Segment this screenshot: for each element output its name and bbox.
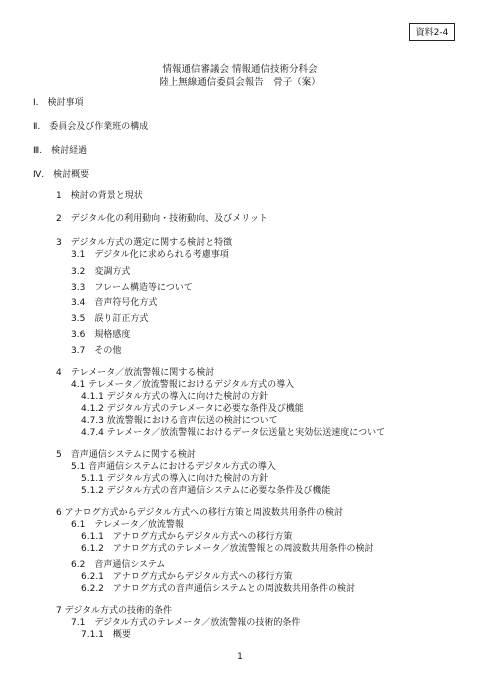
outline-line: Ⅳ. 検討概要 (33, 170, 90, 180)
outline-line: 4.1 テレメータ／放流警報におけるデジタル方式の導入 (71, 380, 295, 390)
outline-line: 6.2.1 アナログ方式からデジタル方式への移行方策 (81, 572, 293, 582)
outline-line: 3.3 フレーム構造等について (71, 283, 193, 293)
outline-line: Ⅰ. 検討事項 (33, 98, 84, 108)
outline-line: 2 デジタル化の利用動向・技術動向、及びメリット (56, 214, 268, 224)
outline-line: 3.1 デジタル化に求められる考慮事項 (71, 250, 229, 260)
title-line-1: 情報通信審議会 情報通信技術分科会 (162, 64, 318, 75)
outline-line: 3.7 その他 (71, 346, 122, 356)
page-number: 1 (237, 652, 243, 662)
outline-line: 4.7.3 放流警報における音声伝送の検討について (81, 416, 278, 426)
outline-line: 3.5 誤り訂正方式 (71, 314, 149, 324)
outline-line: 5 音声通信システムに関する検討 (56, 450, 196, 460)
outline-line: 6.1 テレメータ／放流警報 (71, 520, 184, 530)
document-id-box: 資料2-4 (409, 23, 455, 41)
outline-line: 4.1.1 デジタル方式の導入に向けた検討の方針 (81, 392, 269, 402)
outline-line: 3.2 変調方式 (71, 267, 131, 277)
outline-line: 5.1.1 デジタル方式の導入に向けた検討の方針 (81, 474, 269, 484)
outline-line: 3 デジタル方式の選定に関する検討と特徴 (56, 238, 233, 248)
outline-line: Ⅱ. 委員会及び作業班の構成 (33, 122, 149, 132)
outline-line: 3.4 音声符号化方式 (71, 298, 158, 308)
outline-line: 6.2.2 アナログ方式の音声通信システムとの周波数共用条件の検討 (81, 584, 356, 594)
outline-line: 4 テレメータ／放流警報に関する検討 (56, 368, 215, 378)
outline-line: 3.6 規格感度 (71, 330, 131, 340)
outline-line: 6.1.2 アナログ方式のテレメータ／放流警報との周波数共用条件の検討 (81, 544, 374, 554)
outline-line: 6.1.1 アナログ方式からデジタル方式への移行方策 (81, 532, 293, 542)
outline-line: 6 アナログ方式からデジタル方式への移行方策と周波数共用条件の検討 (56, 508, 344, 518)
outline-line: Ⅲ. 検討経過 (33, 146, 88, 156)
outline-line: 5.1 音声通信システムにおけるデジタル方式の導入 (71, 462, 276, 472)
outline-line: 4.1.2 デジタル方式のテレメータに必要な条件及び機能 (81, 404, 304, 414)
outline-line: 7.1.1 概要 (81, 630, 131, 640)
title-line-2: 陸上無線通信委員会報告 骨子（案） (159, 77, 321, 88)
outline-line: 7.1 デジタル方式のテレメータ／放流警報の技術的条件 (71, 618, 301, 628)
outline-line: 4.7.4 テレメータ／放流警報におけるデータ伝送量と実効伝送速度について (81, 428, 386, 438)
outline-line: 7 デジタル方式の技術的条件 (56, 606, 173, 616)
outline-line: 1 検討の背景と現状 (56, 191, 143, 201)
outline-line: 5.1.2 デジタル方式の音声通信システムに必要な条件及び機能 (81, 486, 331, 496)
outline-line: 6.2 音声通信システム (71, 560, 166, 570)
